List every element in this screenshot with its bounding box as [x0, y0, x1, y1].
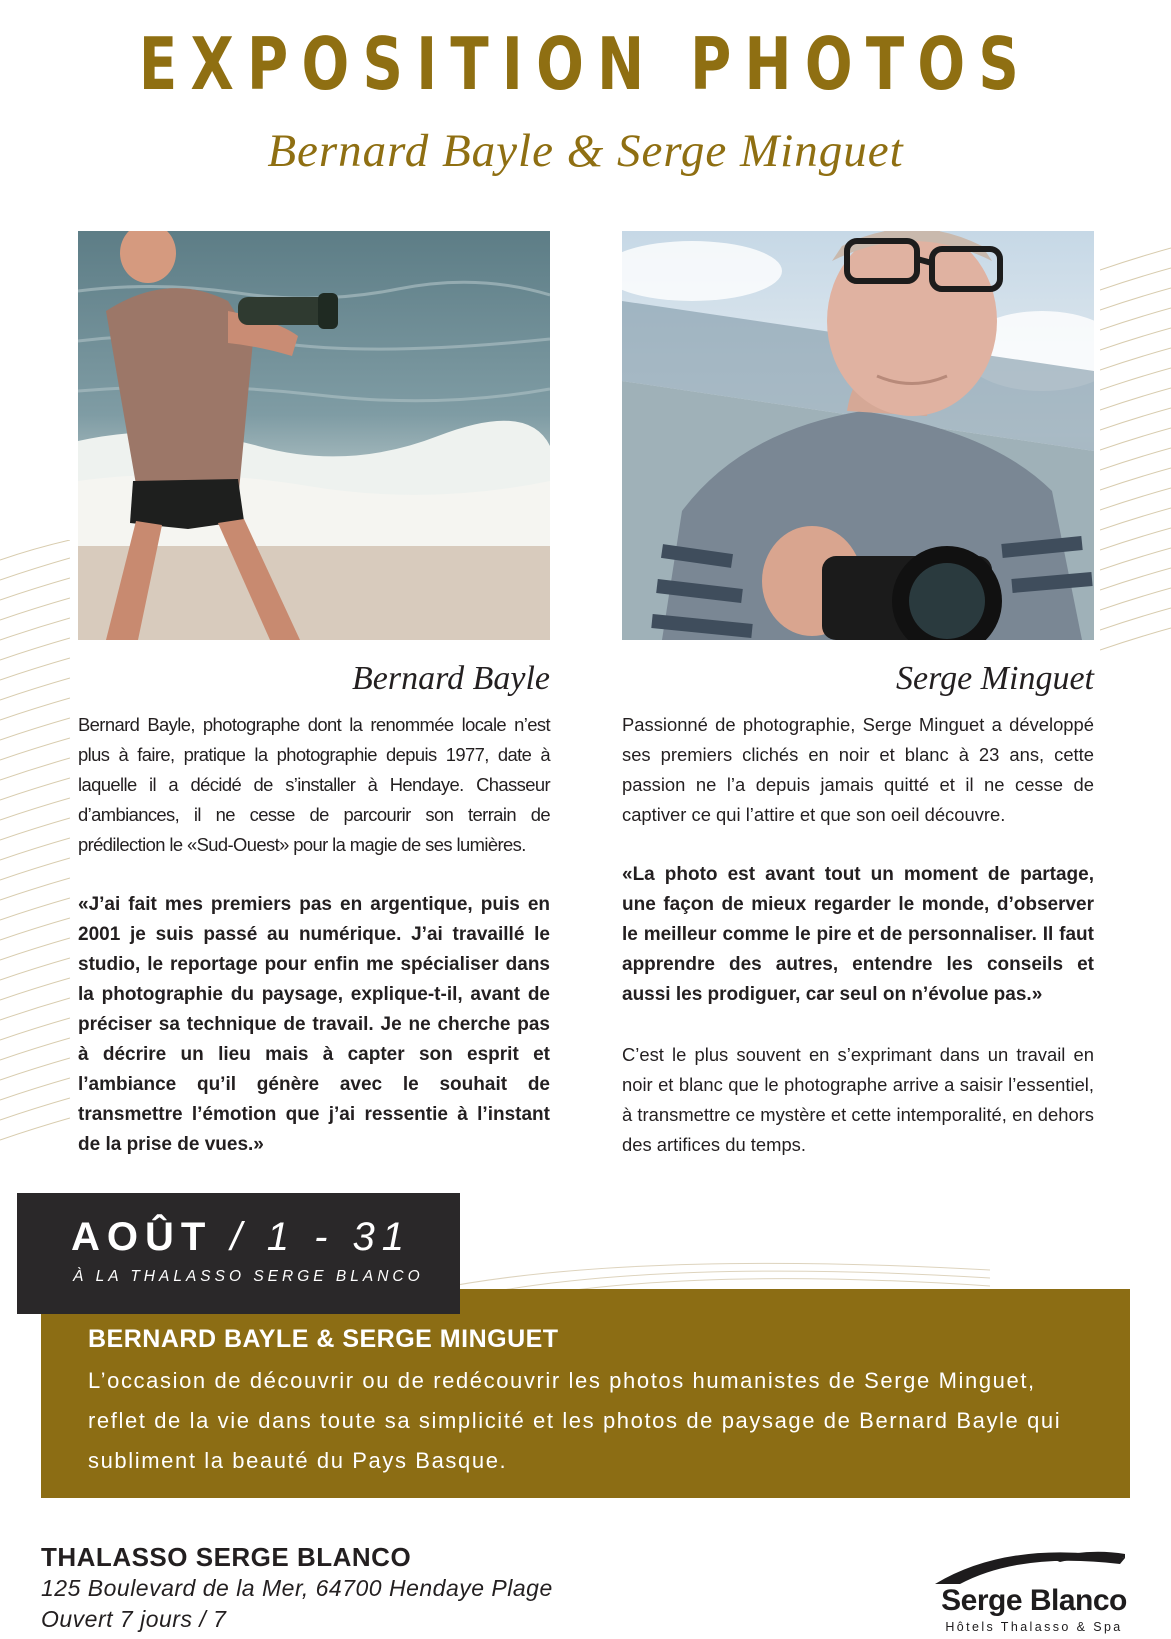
band-text: L’occasion de découvrir ou de redécouvrir les photos humanistes de Serge Minguet, reflet de la vie dans toute sa simplicité et les photos de paysage de Bernard Bayle qui subliment la beauté du Pays Basque. — [88, 1368, 1062, 1473]
decorative-lines-left — [0, 540, 70, 1220]
bio-paragraph: Passionné de photographie, Serge Minguet a développé ses premiers clichés en noir et blanc à 23 ans, cette passion ne l’a depuis jamais quitté et il ne cesse de captiver ce qui l’attire et que son oeil découvre. — [622, 714, 1094, 825]
photographer-portrait-icon — [622, 231, 1094, 640]
event-date-range: 1 - 31 — [266, 1215, 411, 1259]
photo-bernard-bayle — [78, 231, 550, 640]
exhibition-summary-band — [41, 1289, 1130, 1498]
event-venue: À LA THALASSO SERGE BLANCO — [73, 1268, 424, 1285]
date-separator: / — [230, 1215, 249, 1259]
wave-logo-icon — [930, 1544, 1130, 1588]
venue-address: 125 Boulevard de la Mer, 64700 Hendaye Plage — [41, 1575, 553, 1601]
poster-subtitle: Bernard Bayle & Serge Minguet — [267, 125, 904, 177]
event-dates — [71, 1215, 411, 1260]
photo-serge-minguet — [622, 231, 1094, 640]
decorative-lines-right — [1100, 240, 1171, 660]
bio-column-bernard-bayle — [78, 710, 550, 1190]
venue-hours: Ouvert 7 jours / 7 — [41, 1606, 227, 1632]
poster-title: EXPOSITION PHOTOS — [138, 22, 1033, 106]
extra-paragraph: C’est le plus souvent en s’exprimant dans un travail en noir et blanc que le photographe arrive a saisir l’essentiel, à transmettre ce mystère et cette intemporalité, en dehors des artifices du temps. — [622, 1044, 1094, 1155]
photographer-name: Bernard Bayle — [352, 660, 550, 697]
quote-paragraph: «J’ai fait mes premiers pas en argentique, puis en 2001 je suis passé au numérique. J’ai travaillé le studio, le reportage pour enfin me spécialiser dans la photographie du paysage, explique-t-il, avant de préciser sa technique de travail. Je ne cherche pas à décrire un lieu mais à capter son esprit et l’ambiance qu’il génère avec le souhait de transmettre l’émotion que j’ai ressentie à l’instant de la prise de vues.» — [78, 894, 550, 1155]
venue-name: THALASSO SERGE BLANCO — [41, 1542, 412, 1572]
event-date-box — [17, 1193, 460, 1314]
photographer-name: Serge Minguet — [896, 660, 1094, 697]
event-month: AOÛT — [71, 1215, 213, 1259]
bio-paragraph: Bernard Bayle, photographe dont la renommée locale n’est plus à faire, pratique la photographie depuis 1977, date à laquelle il a décidé de s’installer à Hendaye. Chasseur d’ambiances, il ne cesse de parcourir son terrain de prédilection le «Sud-Ouest» pour la magie de ses lumières. — [78, 714, 550, 855]
logo-tagline: Hôtels Thalasso & Spa — [945, 1620, 1123, 1634]
bio-column-serge-minguet — [622, 710, 1094, 1190]
quote-paragraph: «La photo est avant tout un moment de partage, une façon de mieux regarder le monde, d’observer le meilleur comme le pire et de personnaliser. Il faut apprendre des autres, entendre les conseils et aussi les prodiguer, car seul on n’évolue pas.» — [622, 864, 1094, 1005]
band-title: BERNARD BAYLE & SERGE MINGUET — [88, 1325, 559, 1353]
photographer-on-beach-icon — [78, 231, 550, 640]
logo-name: Serge Blanco — [941, 1584, 1127, 1617]
serge-blanco-logo — [930, 1544, 1130, 1634]
